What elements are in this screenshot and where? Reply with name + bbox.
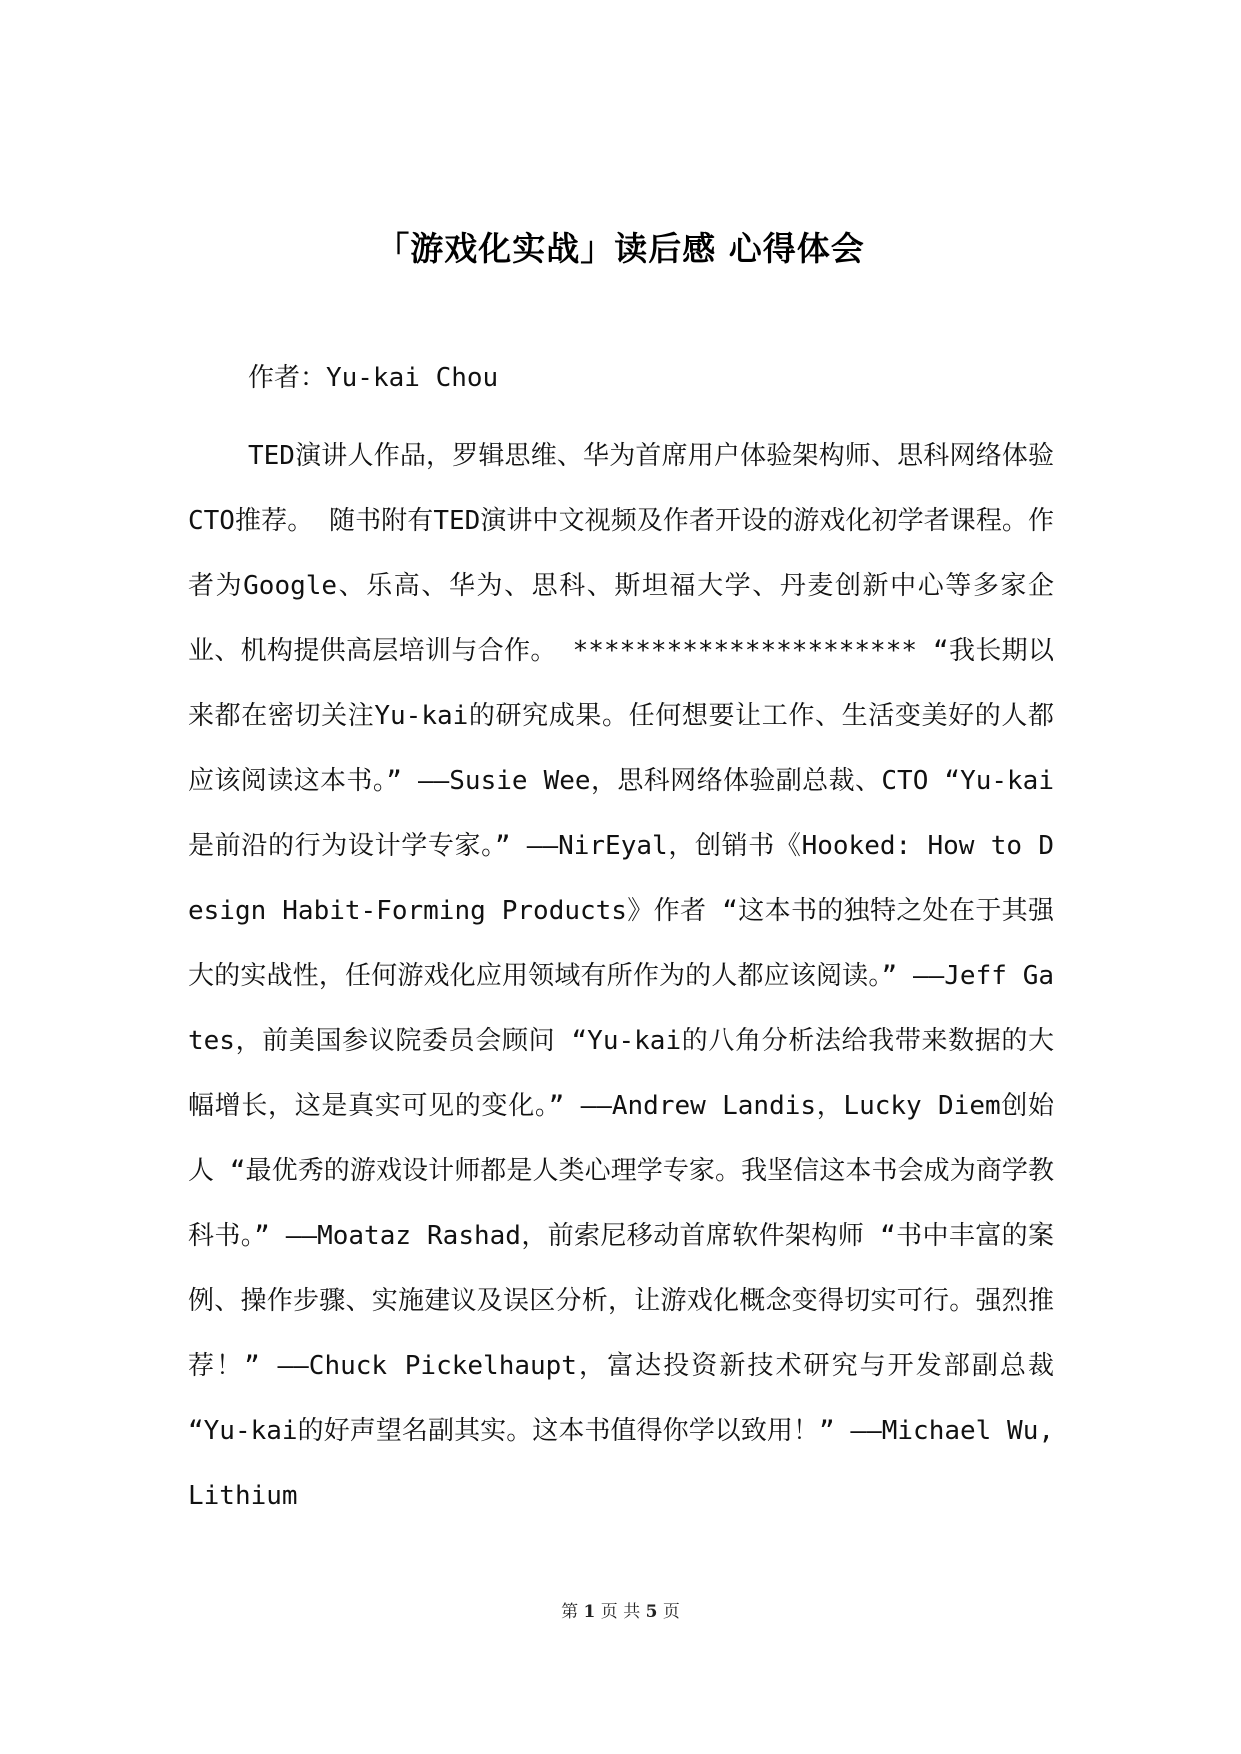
footer-middle: 页 共 [600,1602,641,1622]
body-paragraph: TED演讲人作品，罗辑思维、华为首席用户体验架构师、思科网络体验CTO推荐。 随书附有TED演讲中文视频及作者开设的游戏化初学者课程。作者为Google、乐高、华为、思科、斯坦福大学、丹麦创新中心等多家企业、机构提供高层培训与合作。 ********************** “我长期以来都在密切关注Yu-kai的研究成果。任何想要让工作、生活变美好的人都应该阅读这本书。” ——Susie Wee，思科网络体验副总裁、CTO “Yu-kai是前沿的行为设计学专家。” ——NirEyal，创销书《Hooked: How to Design Habit-Forming Products》作者 “这本书的独特之处在于其强大的实战性，任何游戏化应用领域有所作为的人都应该阅读。” ——Jeff Gates，前美国参议院委员会顾问 “Yu-kai的八角分析法给我带来数据的大幅增长，这是真实可见的变化。” ——Andrew Landis，Lucky Diem创始人 “最优秀的游戏设计师都是人类心理学专家。我坚信这本书会成为商学教科书。” ——Moataz Rashad，前索尼移动首席软件架构师 “书中丰富的案例、操作步骤、实施建议及误区分析，让游戏化概念变得切实可行。强烈推荐！” ——Chuck Pickelhaupt，富达投资新技术研究与开发部副总裁 “Yu-kai的好声望名副其实。这本书值得你学以致用！” ——Michael Wu,Lithium [188,441,1054,1511]
author-line: 作者：Yu-kai Chou [248,363,499,393]
footer-current-page: 1 [583,1602,596,1622]
footer-total-pages: 5 [645,1602,658,1622]
footer-suffix: 页 [662,1602,680,1622]
page-footer [0,1600,1241,1624]
footer-prefix: 第 [561,1602,579,1622]
document-title: 「游戏化实战」读后感 心得体会 [376,229,865,268]
